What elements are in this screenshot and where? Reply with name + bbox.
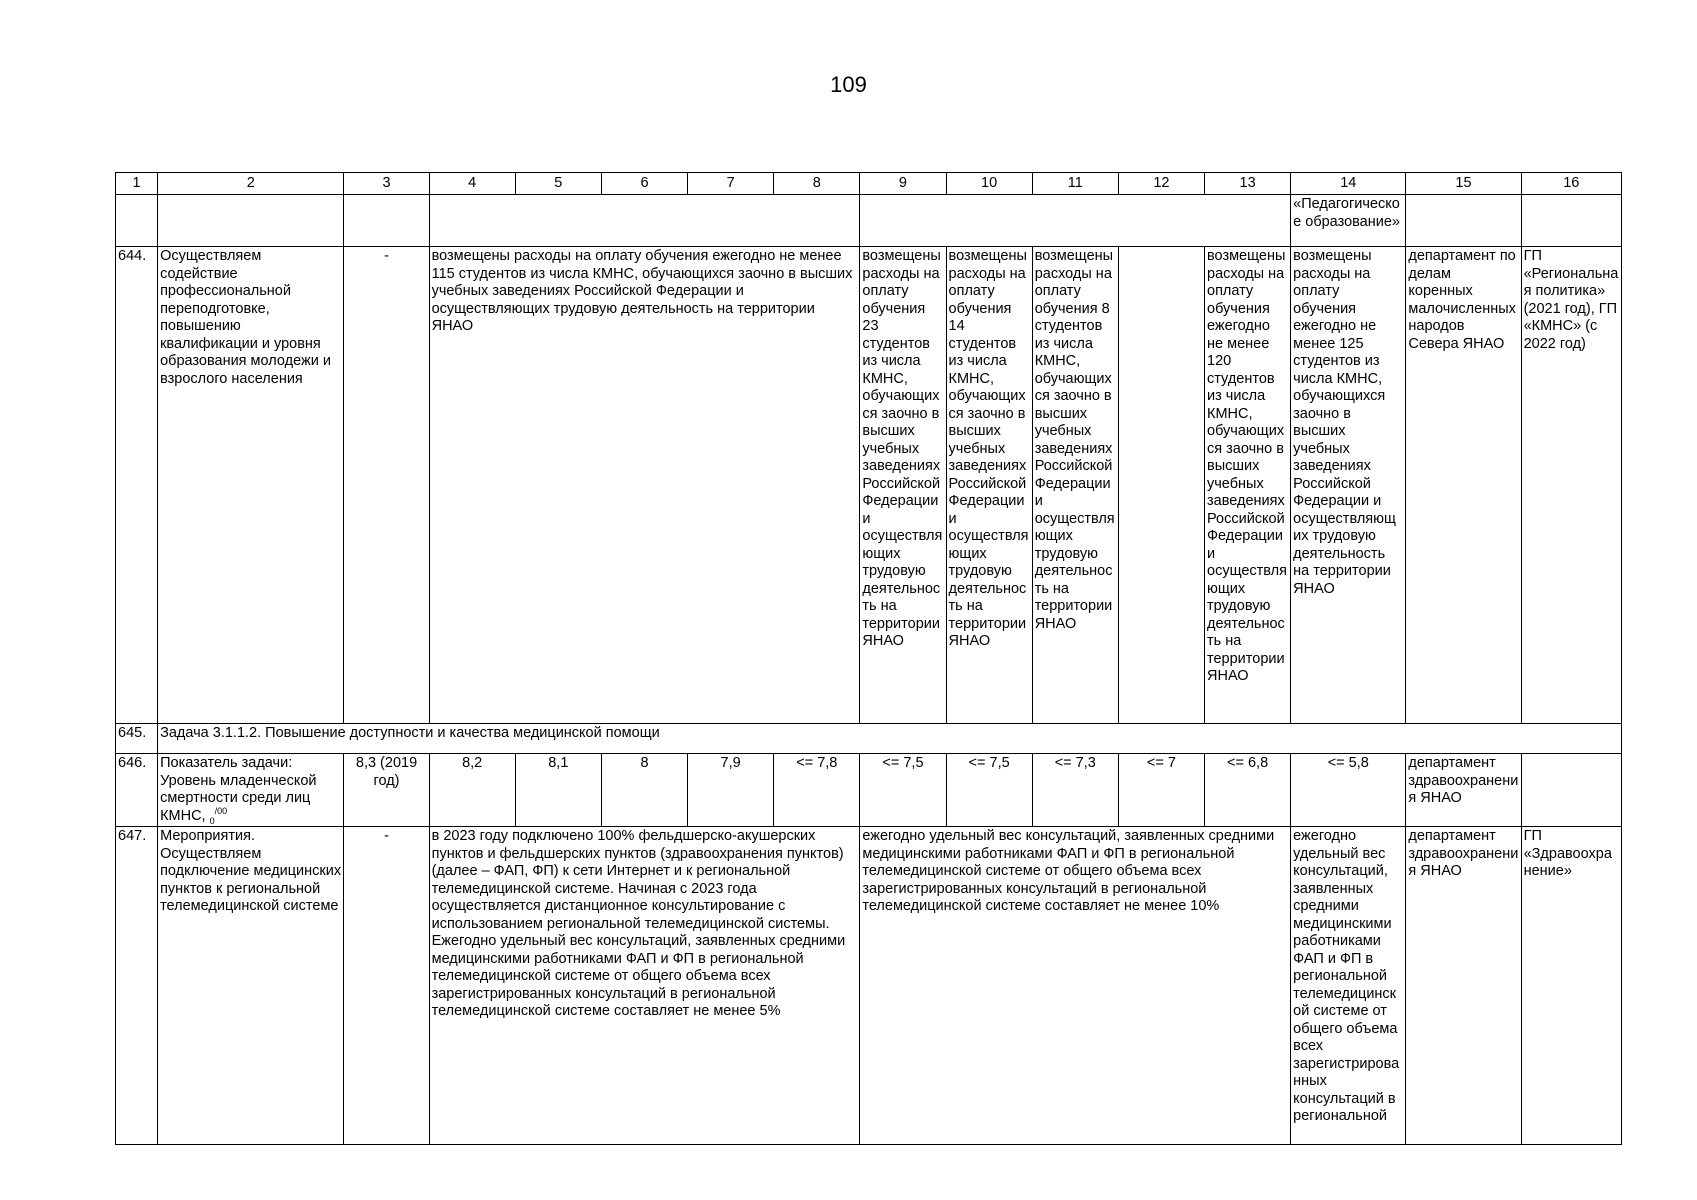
unit-sub: 0 xyxy=(209,815,215,826)
value-cell: <= 7 xyxy=(1118,754,1204,827)
responsible-body: департамент здравоохранения ЯНАО xyxy=(1406,827,1521,1145)
row-number: 644. xyxy=(116,247,158,724)
program-table xyxy=(115,172,1622,1145)
indicator-name xyxy=(158,754,344,827)
col-header: 14 xyxy=(1291,173,1406,195)
result-col10: возмещены расходы на оплату обучения 14 студентов из числа КМНС, обучающихся заочно в высших учебных заведениях Российской Федерации и осуществляющих трудовую деятельность на территории ЯНАО xyxy=(946,247,1032,724)
col-header: 1 xyxy=(116,173,158,195)
col-header: 13 xyxy=(1205,173,1291,195)
col-header: 9 xyxy=(860,173,946,195)
table-row-644 xyxy=(116,247,1622,724)
row-number: 647. xyxy=(116,827,158,1145)
indicator-text: Показатель задачи: Уровень младенческой смертности среди лиц КМНС, xyxy=(160,755,317,824)
column-number-row xyxy=(116,173,1622,195)
col-header: 7 xyxy=(688,173,774,195)
cell xyxy=(1406,195,1521,247)
value-cell: 8 xyxy=(601,754,687,827)
task-heading: Задача 3.1.1.2. Повышение доступности и качества медицинской помощи xyxy=(158,724,1622,754)
result-2019-2023: в 2023 году подключено 100% фельдшерско-акушерских пунктов и фельдшерских пунктов (здравоохранения пунктов) (далее – ФАП, ФП) к сети Интернет и к региональной телемедицинской системе. Начиная с 2023 года осуществляется дистанционное консультирование с использованием региональной телемедицинской системы. Ежегодно удельный вес консультаций, заявленных средними медицинскими работниками ФАП и ФП в региональной телемедицинской системе от общего объема всех зарегистрированных консультаций в региональной телемедицинской системе составляет не менее 5% xyxy=(429,827,860,1145)
table-row-646 xyxy=(116,754,1622,827)
value-cell: <= 5,8 xyxy=(1291,754,1406,827)
row-number: 646. xyxy=(116,754,158,827)
value-cell: <= 6,8 xyxy=(1205,754,1291,827)
result-2019-2023: возмещены расходы на оплату обучения ежегодно не менее 115 студентов из числа КМНС, обучающихся заочно в высших учебных заведениях Российской Федерации и осуществляющих трудовую деятельность на территории ЯНАО xyxy=(429,247,860,724)
cell xyxy=(1521,195,1621,247)
unit-sup: /00 xyxy=(214,805,228,816)
value-cell: 7,9 xyxy=(688,754,774,827)
col-header: 3 xyxy=(344,173,429,195)
value-cell: 8,1 xyxy=(515,754,601,827)
col-header: 8 xyxy=(774,173,860,195)
result-col11: возмещены расходы на оплату обучения 8 студентов из числа КМНС, обучающихся заочно в высших учебных заведениях Российской Федерации и осуществляющих трудовую деятельность на территории ЯНАО xyxy=(1032,247,1118,724)
value-cell: <= 7,3 xyxy=(1032,754,1118,827)
col-header: 15 xyxy=(1406,173,1521,195)
measure-name: Мероприятия. Осуществляем подключение медицинских пунктов к региональной телемедицинской системе xyxy=(158,827,344,1145)
col-header: 11 xyxy=(1032,173,1118,195)
result-2024-2028: ежегодно удельный вес консультаций, заявленных средними медицинскими работниками ФАП и ФП в региональной телемедицинской системе от общего объема всех зарегистрированных консультаций в региональной телемедицинской системе составляет не менее 10% xyxy=(860,827,1291,1145)
cell xyxy=(344,195,429,247)
col-header: 5 xyxy=(515,173,601,195)
col-header: 16 xyxy=(1521,173,1621,195)
table-row-647 xyxy=(116,827,1622,1145)
responsible-body: департамент здравоохранения ЯНАО xyxy=(1406,754,1521,827)
base-value: 8,3 (2019 год) xyxy=(344,754,429,827)
measure-name: Осуществляем содействие профессиональной переподготовке, повышению квалификации и уровня образования молодежи и взрослого населения xyxy=(158,247,344,724)
cell xyxy=(860,195,1291,247)
page-number: 109 xyxy=(830,72,867,97)
cell xyxy=(116,195,158,247)
cell xyxy=(158,195,344,247)
value-cell: <= 7,5 xyxy=(860,754,946,827)
program-source: ГП «Региональная политика» (2021 год), ГП «КМНС» (с 2022 год) xyxy=(1521,247,1621,724)
cell xyxy=(429,195,860,247)
col-header: 12 xyxy=(1118,173,1204,195)
result-col13: возмещены расходы на оплату обучения ежегодно не менее 120 студентов из числа КМНС, обучающихся заочно в высших учебных заведениях Российской Федерации и осуществляющих трудовую деятельность на территории ЯНАО xyxy=(1205,247,1291,724)
program-source xyxy=(1521,754,1621,827)
responsible-body: департамент по делам коренных малочисленных народов Севера ЯНАО xyxy=(1406,247,1521,724)
value-cell: <= 7,5 xyxy=(946,754,1032,827)
col-header: 10 xyxy=(946,173,1032,195)
col-header: 6 xyxy=(601,173,687,195)
table-row-645 xyxy=(116,724,1622,754)
program-source: ГП «Здравоохранение» xyxy=(1521,827,1621,1145)
value-cell: <= 7,8 xyxy=(774,754,860,827)
value-cell: 8,2 xyxy=(429,754,515,827)
base-value: - xyxy=(344,247,429,724)
col-header: 2 xyxy=(158,173,344,195)
row-number: 645. xyxy=(116,724,158,754)
result-col14: возмещены расходы на оплату обучения ежегодно не менее 125 студентов из числа КМНС, обучающихся заочно в высших учебных заведениях Российской Федерации и осуществляющих трудовую деятельность на территории ЯНАО xyxy=(1291,247,1406,724)
result-col9: возмещены расходы на оплату обучения 23 студентов из числа КМНС, обучающихся заочно в высших учебных заведениях Российской Федерации и осуществляющих трудовую деятельность на территории ЯНАО xyxy=(860,247,946,724)
table-row-continuation xyxy=(116,195,1622,247)
result-col12 xyxy=(1118,247,1204,724)
result-col14: ежегодно удельный вес консультаций, заявленных средними медицинскими работниками ФАП и ФП в региональной телемедицинской системе от общего объема всех зарегистрированных консультаций в региональной xyxy=(1291,827,1406,1145)
col-header: 4 xyxy=(429,173,515,195)
base-value: - xyxy=(344,827,429,1145)
cell-col14: «Педагогическое образование» xyxy=(1291,195,1406,247)
